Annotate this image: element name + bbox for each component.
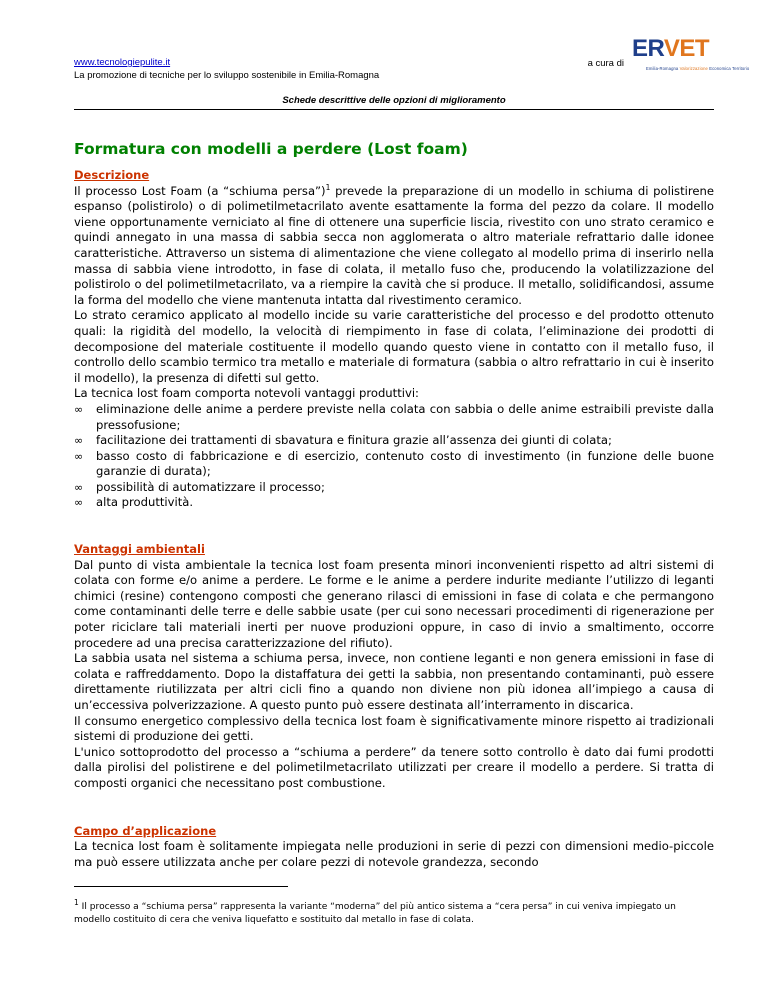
descrizione-heading: Descrizione [74,168,150,182]
footnote-ref[interactable]: 1 [325,182,331,192]
bullet-icon: ∞ [74,434,84,448]
vantaggi-paragraph-2: La sabbia usata nel sistema a schiuma persa, invece, non contiene leganti e non genera emissioni in fase di colata e raffreddamento. Dopo la distaffatura dei getti la sabbia, non presentando contaminanti, può essere direttamente riutilizzata per altri cicli fino a quando non diviene non più idonea all’impiego a causa di un’eccessiva polverizzazione. A questo punto può essere destinata all’interramento in discarica. [74,651,714,712]
header-right [587,35,750,75]
list-item: ∞ facilitazione dei trattamenti di sbavatura e finitura grazie all’assenza dei giunti di colata; [74,433,612,448]
ervet-logo-tagline: Emilia-Romagna Valorizzazione Economica Territorio [646,66,750,71]
bullet-icon: ∞ [74,496,84,510]
page-header [74,0,750,81]
descrizione-paragraph-1: Il processo Lost Foam (a “schiuma persa”)$^1$ prevede la preparazione di un modello in schiuma di polistirene espanso (polistirolo) o di polimetilmetacrilato avente esattamente la forma del pezzo da colare. Il modello viene opportunamente verniciato al fine di ottenere una superficie liscia, rivestito con uno strato ceramico e quindi annegato in una massa di sabbia secca non agglomerata o altro materiale refrattario dalle idonee caratteristiche. Attraverso un sistema di alimentazione che viene collegato al modello prima di inserirlo nella massa di sabbia viene introdotto, in fase di colata, il metallo fuso che, producendo la volatilizzazione del polistirolo o del polimetilmetacrilato, va a riempire la cavità che si produce. Il metallo, solidificandosi, assume la forma del modello che viene mantenuta intatta dal rivestimento ceramico. [74,182,714,307]
list-item: ∞ basso costo di fabbricazione e di esercizio, contenuto costo di investimento (in funzione delle buone garanzie di durata); [74,448,714,479]
section-vantaggi-ambientali [74,542,714,792]
section-descrizione [74,168,714,511]
list-item: ∞ alta produttività. [74,495,194,510]
vantaggi-paragraph-4: L'unico sottoprodotto del processo a “schiuma a perdere” da tenere sotto controllo è dato dai fumi prodotti dalla pirolisi del polistirene e del polimetilmetacrilato utilizzati per creare il modello a perdere. Si tratta di composti organici che necessitano post combustione. [74,744,714,790]
footnote-number: 1 [74,898,79,908]
bullet-icon: ∞ [74,480,84,494]
descrizione-paragraph-3: La tecnica lost foam comporta notevoli vantaggi produttivi: [74,386,419,401]
document-title: Formatura con modelli a perdere (Lost foam) [74,140,468,158]
a-cura-di-label: a cura di [587,58,624,69]
campo-paragraph-1: La tecnica lost foam è solitamente impiegata nelle produzioni in serie di pezzi con dimensioni medio-piccole ma può essere utilizzata anche per colare pezzi di notevole grandezza, secondo [74,839,714,869]
vantaggi-paragraph-1: Dal punto di vista ambientale la tecnica lost foam presenta minori inconvenienti rispetto ad altri sistemi di colata con forme e/o anime a perdere. Le forme e le anime a perdere indurite mediante l’utilizzo di leganti chimici (resine) contengono composti che generano rilasci di emissioni in fase di colata e che permangono come contaminanti delle terre e delle sabbie usate (per cui sono necessari procedimenti di rigenerazione per poter riciclare tali materiali inerti per nuove produzioni oppure, in caso di invio a smaltimento, occorre procedere ad una precisa caratterizzazione del rifiuto). [74,557,714,650]
header-subtitle: La promozione di tecniche per lo sviluppo sostenibile in Emilia-Romagna [74,70,380,81]
vantaggi-paragraph-3: Il consumo energetico complessivo della tecnica lost foam è significativamente minore rispetto ai tradizionali sistemi di produzione dei getti. [74,713,714,744]
section-title: Schede descrittive delle opzioni di miglioramento [74,95,714,110]
header-left [74,56,379,82]
list-item: ∞ possibilità di automatizzare il processo; [74,479,325,494]
footnote-separator [74,886,288,887]
vantaggi-heading: Vantaggi ambientali [74,542,205,557]
document-page [74,0,750,926]
footnote [74,898,714,926]
descrizione-paragraph-2: Lo strato ceramico applicato al modello incide su varie caratteristiche del processo e del prodotto ottenuto quali: la rigidità del modello, la velocità di riempimento in fase di colata, l’eliminazione dei prodotti di decomposione del materiale costituente il modello quando questo viene in contatto con il metallo fuso, il controllo dello scambio termico tra metallo e materiale di formatura (sabbia o altro refrattario in cui è inserito il modello), la presenza di difetti sul getto. [74,308,714,385]
bullet-icon: ∞ [74,402,84,416]
ervet-logo-text: ERVET [632,35,710,62]
campo-heading: Campo d’applicazione [74,823,217,838]
vantaggi-produttivi-list [74,402,714,511]
ervet-logo [628,35,750,75]
bullet-icon: ∞ [74,449,84,463]
site-link[interactable]: www.tecnologiepulite.it [74,57,171,68]
footnote-text: Il processo a “schiuma persa” rappresenta la variante “moderna” del più antico sistema a “cera persa” in cui veniva impiegato un modello costituito di cera che veniva liquefatto e sostituito dal metallo in fase di colata. [74,902,676,925]
list-item: ∞ eliminazione delle anime a perdere previste nella colata con sabbia o delle anime estraibili previste dalla pressofusione; [74,401,714,432]
section-campo-applicazione [74,824,714,871]
